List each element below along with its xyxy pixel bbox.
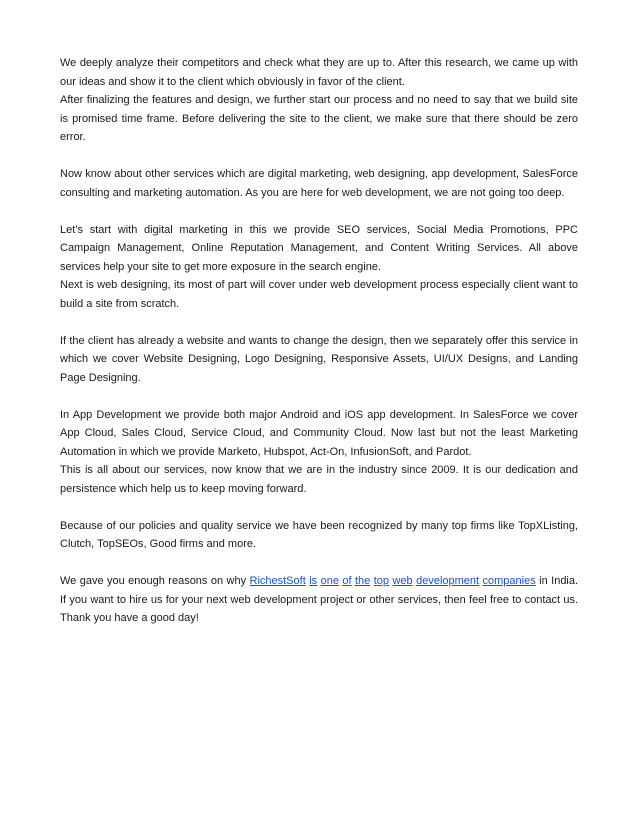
text-line: This is all about our services, now know that we are in the industry since 2009. It is our dedication and persistence which help us to keep moving forward. <box>60 464 578 495</box>
link-top[interactable]: top <box>373 575 390 587</box>
paragraph-app-development <box>60 406 578 499</box>
closing-text-after: in India. If you want to hire us for your next web development project or other services, then feel free to contact us. Thank you have a good day! <box>60 575 579 624</box>
text-line: Let’s start with digital marketing in this we provide SEO services, Social Media Promotions, PPC Campaign Management, Online Reputation Management, and Content Writing Services. All above services help your site to get more exposure in the search engine. <box>60 223 578 273</box>
paragraph-research <box>60 54 578 147</box>
text-line: Because of our policies and quality service we have been recognized by many top firms like TopXListing, Clutch, TopSEOs, Good firms and more. <box>60 519 578 550</box>
paragraph-other-services <box>60 165 578 202</box>
link-the[interactable]: the <box>355 575 371 587</box>
closing-text-before: We gave you enough reasons on why <box>60 575 250 587</box>
text-line: Now know about other services which are digital marketing, web designing, app development, SalesForce consulting and marketing automation. As you are here for web development, we are not going too deep. <box>60 168 578 199</box>
text-line: Next is web designing, its most of part will cover under web development process especially client want to build a site from scratch. <box>60 279 578 310</box>
text-line: After finalizing the features and design, we further start our process and no need to say that we build site is promised time frame. Before delivering the site to the client, we make sure that there should be zero error. <box>60 94 578 143</box>
link-richestsoft[interactable]: RichestSoft <box>249 575 306 587</box>
text-line: We deeply analyze their competitors and check what they are up to. After this research, we came up with our ideas and show it to the client which obviously in favor of the client. <box>60 57 578 88</box>
text-line: In App Development we provide both major Android and iOS app development. In SalesForce we cover App Cloud, Sales Cloud, Service Cloud, and Community Cloud. Now last but not the least Marketing Automation in which we provide Marketo, Hubspot, Act-On, InfusionSoft, and Pardot. <box>60 408 578 458</box>
link-companies[interactable]: companies <box>482 575 536 587</box>
link-of[interactable]: of <box>342 575 352 587</box>
text-line: If the client has already a website and wants to change the design, then we separately offer this service in which we cover Website Designing, Logo Designing, Responsive Assets, UI/UX Designs, and Landing Page Designing. <box>60 334 578 384</box>
link-web[interactable]: web <box>392 575 413 587</box>
link-development[interactable]: development <box>416 575 480 587</box>
document-body <box>60 54 578 646</box>
paragraph-web-designing <box>60 332 578 388</box>
paragraph-digital-marketing <box>60 221 578 314</box>
link-is[interactable]: is <box>309 575 318 587</box>
link-one[interactable]: one <box>320 575 339 587</box>
paragraph-recognition <box>60 517 578 554</box>
paragraph-closing <box>60 572 578 628</box>
